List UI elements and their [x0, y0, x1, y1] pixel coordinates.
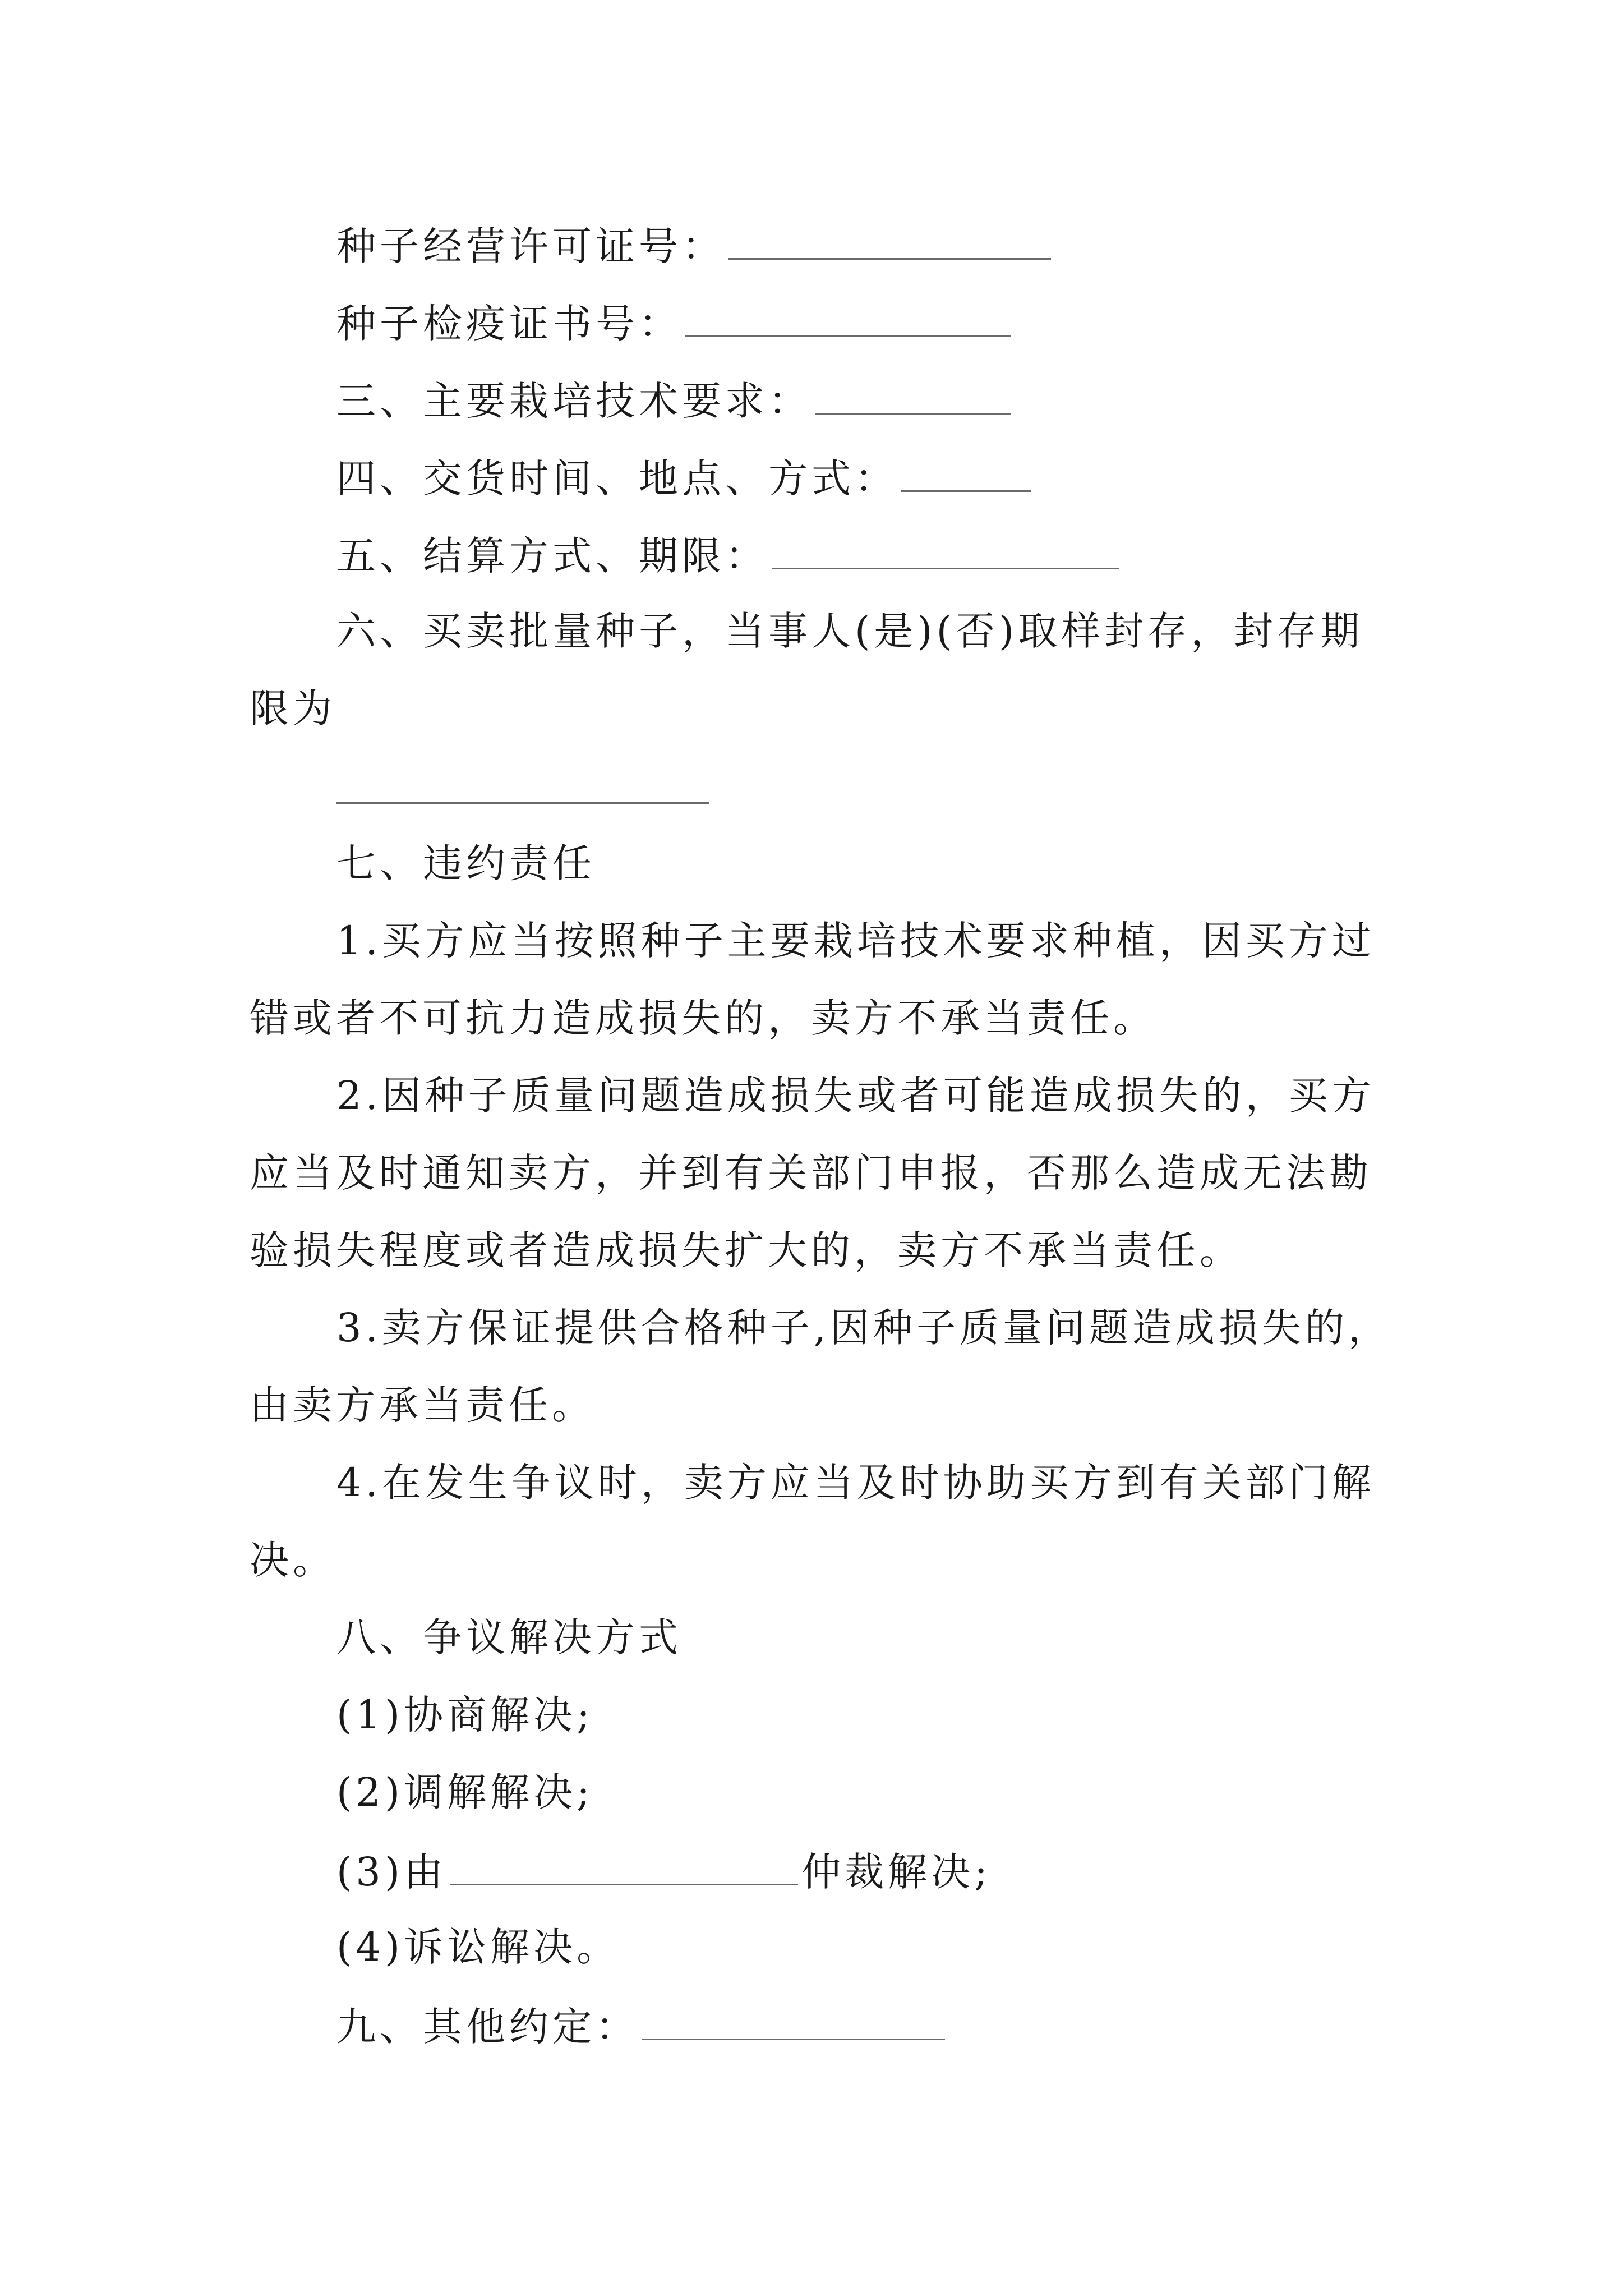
clause-4-blank	[901, 451, 1031, 492]
clause-7-item-3-line-1: 3.卖方保证提供合格种子,因种子质量问题造成损失的，	[336, 1305, 1392, 1351]
clause-9-blank	[642, 1999, 945, 2040]
clause-3-label: 三、主要栽培技术要求：	[336, 378, 811, 424]
clause-7-item-4-line-1: 4.在发生争议时，卖方应当及时协助买方到有关部门解	[336, 1460, 1375, 1506]
seed-license-blank	[728, 219, 1051, 260]
clause-7-item-3-line-2: 由卖方承当责任。	[250, 1382, 595, 1428]
clause-3-blank	[815, 374, 1011, 415]
clause-7-item-2-line-2: 应当及时通知卖方，并到有关部门申报，否那么造成无法勘	[250, 1150, 1372, 1196]
clause-7-item-2-line-1: 2.因种子质量问题造成损失或者可能造成损失的，买方	[336, 1073, 1375, 1119]
clause-4-label: 四、交货时间、地点、方式：	[336, 455, 898, 501]
quarantine-cert-line	[336, 296, 1011, 349]
clause-7-heading: 七、违约责任	[336, 840, 596, 886]
clause-6-line-2: 限为	[250, 685, 336, 731]
clause-5-label: 五、结算方式、期限：	[336, 533, 768, 579]
clause-9-line	[336, 1999, 945, 2052]
clause-8-option-1: (1)协商解决;	[336, 1692, 594, 1738]
clause-3-line	[336, 374, 1011, 426]
arbitration-body-blank	[450, 1844, 798, 1885]
clause-8-option-4: (4)诉讼解决。	[336, 1924, 620, 1970]
clause-6-blank	[336, 802, 709, 804]
clause-8-option-3-suffix: 仲裁解决;	[801, 1849, 992, 1895]
quarantine-cert-label: 种子检疫证书号：	[336, 301, 682, 347]
seed-license-line	[336, 219, 1051, 272]
clause-8-option-3	[336, 1844, 992, 1897]
clause-9-label: 九、其他约定：	[336, 2004, 639, 2050]
clause-6-line-1: 六、买卖批量种子，当事人(是)(否)取样封存，封存期	[336, 608, 1364, 654]
clause-8-option-2: (2)调解解决;	[336, 1769, 594, 1815]
clause-7-item-2-line-3: 验损失程度或者造成损失扩大的，卖方不承当责任。	[250, 1227, 1243, 1273]
clause-5-line	[336, 528, 1119, 581]
quarantine-cert-blank	[685, 296, 1011, 337]
seed-license-label: 种子经营许可证号：	[336, 223, 725, 269]
clause-4-line	[336, 451, 1031, 504]
clause-7-item-4-line-2: 决。	[250, 1537, 336, 1583]
clause-8-heading: 八、争议解决方式	[336, 1614, 682, 1660]
clause-8-option-3-prefix: (3)由	[336, 1849, 448, 1895]
clause-7-item-1-line-2: 错或者不可抗力造成损失的，卖方不承当责任。	[250, 995, 1156, 1041]
clause-7-item-1-line-1: 1.买方应当按照种子主要栽培技术要求种植，因买方过	[336, 918, 1375, 964]
clause-5-blank	[772, 528, 1119, 569]
